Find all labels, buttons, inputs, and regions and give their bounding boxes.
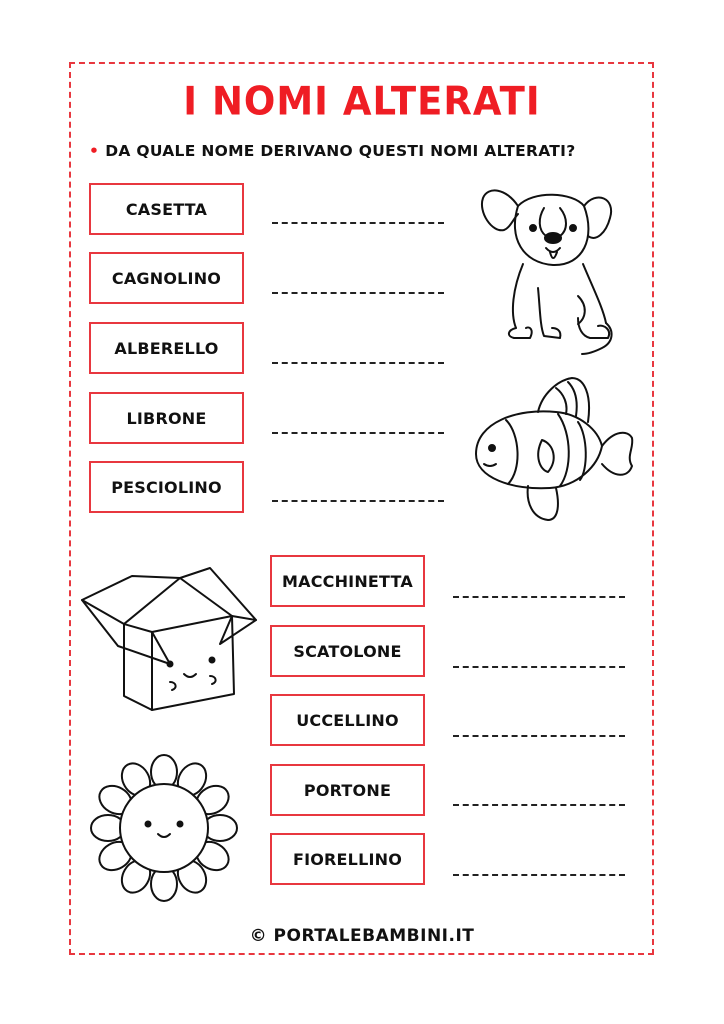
answer-line-scatolone[interactable] <box>453 666 625 668</box>
word-box-cagnolino: CAGNOLINO <box>89 252 244 304</box>
dog-icon <box>478 178 628 356</box>
question-text <box>89 142 576 160</box>
flower-icon <box>88 752 240 904</box>
word-box-alberello: ALBERELLO <box>89 322 244 374</box>
bullet-icon: • <box>89 142 100 160</box>
answer-line-uccellino[interactable] <box>453 735 625 737</box>
word-box-portone: PORTONE <box>270 764 425 816</box>
box-icon <box>80 564 258 716</box>
word-box-pesciolino: PESCIOLINO <box>89 461 244 513</box>
word-box-uccellino: UCCELLINO <box>270 694 425 746</box>
page-title: I NOMI ALTERATI <box>183 78 541 125</box>
footer-credit: © PORTALEBAMBINI.IT <box>249 926 475 946</box>
answer-line-librone[interactable] <box>272 432 444 434</box>
answer-line-fiorellino[interactable] <box>453 874 625 876</box>
word-box-fiorellino: FIORELLINO <box>270 833 425 885</box>
answer-line-casetta[interactable] <box>272 222 444 224</box>
word-box-macchinetta: MACCHINETTA <box>270 555 425 607</box>
answer-line-pesciolino[interactable] <box>272 500 444 502</box>
word-box-casetta: CASETTA <box>89 183 244 235</box>
answer-line-macchinetta[interactable] <box>453 596 625 598</box>
fish-icon <box>468 374 640 526</box>
question-label: DA QUALE NOME DERIVANO QUESTI NOMI ALTERATI? <box>105 142 576 160</box>
word-box-scatolone: SCATOLONE <box>270 625 425 677</box>
answer-line-portone[interactable] <box>453 804 625 806</box>
word-box-librone: LIBRONE <box>89 392 244 444</box>
answer-line-alberello[interactable] <box>272 362 444 364</box>
answer-line-cagnolino[interactable] <box>272 292 444 294</box>
